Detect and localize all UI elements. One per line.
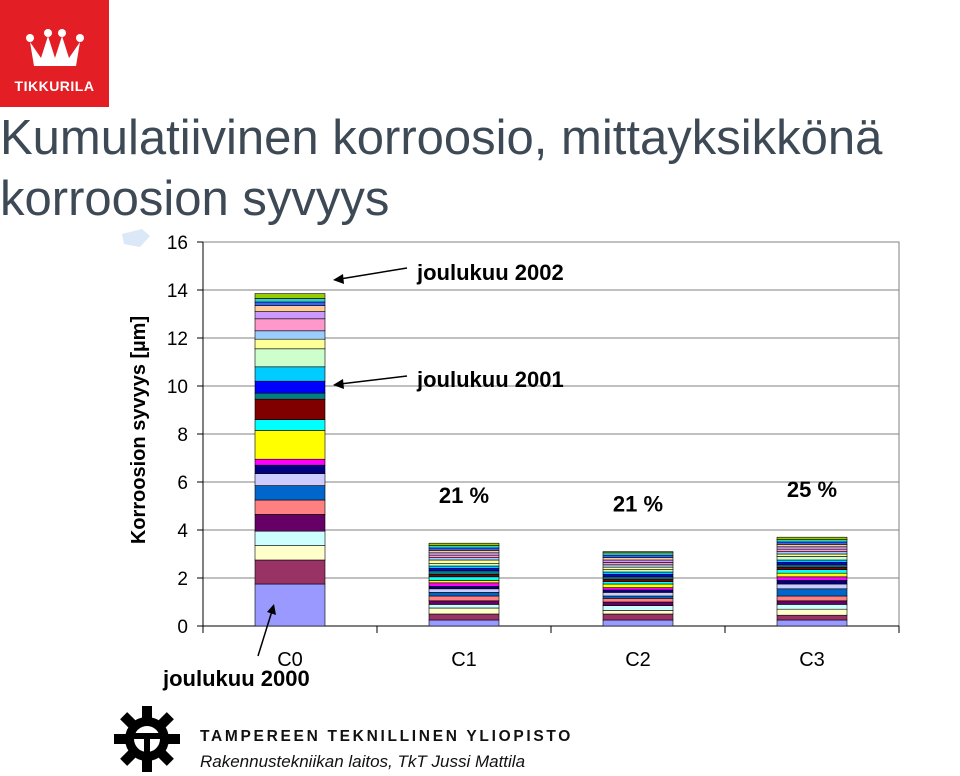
bar-segment [603, 565, 673, 567]
bar-segment [603, 588, 673, 590]
bar-segment [777, 609, 847, 615]
bar-percent-label: 21 % [612, 491, 664, 517]
bar-segment [429, 577, 499, 581]
bar-segment [603, 572, 673, 574]
y-tick-label: 14 [166, 281, 188, 302]
bar-segment [777, 589, 847, 596]
bar-segment [255, 531, 325, 545]
x-tick-label: C1 [451, 649, 477, 671]
bar-segment [603, 596, 673, 598]
bar-segment [777, 549, 847, 551]
bar-segment [777, 570, 847, 574]
bar-segment [255, 312, 325, 319]
bar-segment [603, 553, 673, 555]
bar-segment [429, 548, 499, 550]
y-tick-label: 12 [166, 329, 188, 350]
bar-segment [255, 500, 325, 514]
bar-segment [429, 608, 499, 614]
bar-segment [429, 566, 499, 568]
bar-segment [255, 294, 325, 299]
y-tick-label: 6 [177, 473, 188, 494]
bar-segment [603, 567, 673, 569]
y-axis [167, 233, 203, 638]
bar-segment [255, 459, 325, 465]
bar-segment [255, 339, 325, 349]
bar-segment [777, 542, 847, 544]
bar-segment [429, 574, 499, 576]
bar-segment [777, 577, 847, 581]
bar-segment [603, 592, 673, 596]
bar-segment [777, 573, 847, 577]
bar-segment [603, 579, 673, 581]
bar-segment [255, 514, 325, 531]
bar-segment [429, 620, 499, 626]
bar-segment [603, 610, 673, 614]
bar-segment [255, 367, 325, 381]
bar-segment [429, 550, 499, 552]
bar-segment [603, 558, 673, 560]
x-tick-label: C0 [277, 649, 303, 671]
bar-segment [603, 552, 673, 553]
bar-segment [777, 537, 847, 539]
x-tick-label: C3 [799, 649, 825, 671]
bar-segment [603, 574, 673, 576]
annotation-2002-label: joulukuu 2002 [417, 260, 564, 285]
bar-segment [429, 564, 499, 566]
x-axis [203, 626, 899, 671]
y-tick-label: 10 [166, 377, 188, 398]
bar-segment [603, 584, 673, 588]
university-gear-icon [112, 704, 182, 774]
bar-segment [429, 586, 499, 588]
y-tick-label: 4 [177, 521, 188, 542]
bar-segment [255, 381, 325, 393]
bar-segment [429, 604, 499, 608]
bar-segment [777, 601, 847, 605]
bar-segment [429, 555, 499, 557]
bar-segment [255, 349, 325, 367]
bar-segment [777, 560, 847, 562]
bar-segment [429, 546, 499, 548]
y-tick-label: 0 [177, 617, 188, 638]
bar-segment [603, 614, 673, 620]
bar-segment [429, 592, 499, 596]
bar-segment [603, 570, 673, 572]
bar-segment [255, 584, 325, 626]
bar-segment [603, 602, 673, 606]
bar-segment [603, 555, 673, 557]
y-tick-label: 2 [177, 569, 188, 590]
decorative-shape [122, 229, 150, 247]
bar-segment [429, 601, 499, 605]
bar-segment [777, 596, 847, 601]
bar-segment [603, 577, 673, 579]
bar-segment [255, 331, 325, 339]
y-tick-label: 8 [177, 425, 188, 446]
bar-segment [429, 596, 499, 601]
y-axis-label: Korroosion syvyys [µm] [128, 315, 150, 545]
bar-segment [777, 544, 847, 546]
bar-segment [255, 319, 325, 331]
bar-segment [777, 562, 847, 564]
bar-segment [603, 598, 673, 602]
bar-segment [429, 560, 499, 564]
department-credit: Rakennustekniikan laitos, TkT Jussi Mattila [200, 752, 526, 771]
bar-segment [429, 553, 499, 555]
bar-segment [777, 615, 847, 620]
bar-segment [429, 558, 499, 560]
bar-segment [603, 562, 673, 564]
bar-segment [255, 393, 325, 399]
title-line-2: korroosion syvyys [0, 172, 390, 226]
bar-segment [255, 546, 325, 560]
annotation-2000-label: joulukuu 2000 [163, 666, 310, 691]
bar-segment [429, 589, 499, 593]
bar-segment [255, 465, 325, 473]
bar-segment [255, 486, 325, 500]
bar-percent-label: 21 % [438, 483, 490, 509]
bar-segment [255, 399, 325, 419]
bar-segment [255, 430, 325, 459]
bar-segment [777, 620, 847, 626]
bar-segment [429, 571, 499, 575]
bar-segment [603, 590, 673, 592]
bar-segment [429, 583, 499, 587]
bar-segment [777, 556, 847, 560]
bar-segment [777, 565, 847, 567]
bar-segment [255, 302, 325, 306]
bar-segment [777, 567, 847, 569]
bar-segment [255, 306, 325, 312]
bar-segment [429, 568, 499, 570]
bar-segment [777, 580, 847, 584]
bar-segment [255, 474, 325, 486]
bar-segment [429, 614, 499, 620]
x-tick-label: C2 [625, 649, 651, 671]
logo-brand-text: TIKKURILA [14, 78, 95, 94]
bar-segment [429, 580, 499, 582]
bar-segment [777, 584, 847, 589]
bar-segment [603, 582, 673, 584]
bar-segment [777, 604, 847, 609]
bar-segment [777, 547, 847, 549]
title-line-1: Kumulatiivinen korroosio, mittayksikkönä [0, 111, 883, 165]
university-name: TAMPEREEN TEKNILLINEN YLIOPISTO [200, 728, 574, 745]
bar-segment [255, 420, 325, 431]
bar-segment [603, 620, 673, 626]
bar-segment [777, 554, 847, 556]
bar-segment [777, 540, 847, 542]
annotation-2001-label: joulukuu 2001 [417, 367, 564, 392]
bar-segment [777, 552, 847, 554]
bar-segment [429, 543, 499, 545]
bar-percent-label: 25 % [786, 477, 838, 503]
bar-segment [603, 606, 673, 611]
bar-segment [603, 560, 673, 562]
bar-segment [255, 298, 325, 302]
y-tick-label: 16 [166, 233, 188, 254]
bar-segment [255, 560, 325, 584]
